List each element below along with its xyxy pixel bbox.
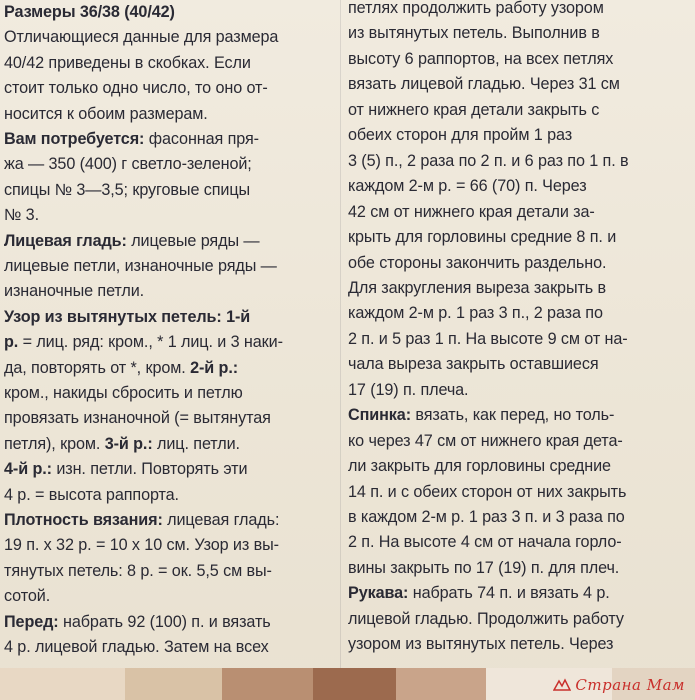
bold-heading: Плотность вязания: bbox=[4, 511, 163, 529]
right-text-line bbox=[348, 531, 622, 553]
body-text: № 3. bbox=[4, 206, 39, 225]
body-text: от нижнего края детали закрыть с bbox=[348, 100, 600, 119]
right-text-line bbox=[348, 252, 606, 274]
right-text-line bbox=[348, 175, 587, 197]
body-text: да, повторять от *, кром. bbox=[4, 358, 191, 377]
right-text-line bbox=[348, 302, 603, 324]
body-text: петлях продолжить работу узором bbox=[348, 0, 604, 17]
body-text: крыть для горловины средние 8 п. и bbox=[348, 228, 617, 247]
body-text: лицевые петли, изнаночные ряды — bbox=[4, 257, 277, 275]
bold-heading: 4-й р.: bbox=[4, 460, 52, 479]
bold-heading: Размеры 36/38 (40/42) bbox=[4, 3, 175, 21]
left-text-line bbox=[4, 306, 250, 328]
bold-heading: Вам потребуется: bbox=[4, 130, 145, 148]
right-text-line bbox=[348, 582, 610, 604]
body-text: 2 п. и 5 раз 1 п. На высоте 9 см от на- bbox=[348, 329, 628, 348]
body-text: стоит только одно число, то оно от- bbox=[4, 79, 268, 98]
body-text: обеих сторон для пройм 1 раз bbox=[348, 126, 573, 145]
left-text-line bbox=[4, 484, 179, 506]
left-text-line bbox=[4, 128, 259, 150]
left-text-line bbox=[4, 103, 208, 125]
right-text-line bbox=[348, 481, 626, 503]
photo-strip-segment bbox=[313, 668, 396, 700]
body-text: чала выреза закрыть оставшиеся bbox=[348, 355, 599, 374]
left-text-line bbox=[4, 280, 144, 302]
left-text-line bbox=[4, 331, 283, 353]
body-text: 4 р. лицевой гладью. Затем на всех bbox=[4, 638, 269, 656]
right-text-line bbox=[348, 455, 611, 477]
body-text: набрать 74 п. и вязать 4 р. bbox=[408, 584, 610, 603]
body-text: Отличающиеся данные для размера bbox=[4, 28, 279, 47]
left-text-line bbox=[4, 382, 243, 404]
bold-heading: Спинка: bbox=[348, 406, 411, 425]
right-text-line bbox=[348, 557, 619, 579]
left-text-line bbox=[4, 433, 240, 455]
body-text: носится к обоим размерам. bbox=[4, 104, 208, 123]
left-text-line bbox=[4, 458, 247, 480]
bold-heading: 2-й р.: bbox=[190, 358, 239, 377]
right-text-line bbox=[348, 353, 599, 375]
body-text: 42 см от нижнего края детали за- bbox=[348, 202, 595, 221]
body-text: Для закругления выреза закрыть в bbox=[348, 278, 607, 297]
body-text: 40/42 приведены в скобках. Если bbox=[4, 53, 251, 72]
body-text: петля), кром. bbox=[4, 434, 105, 453]
left-text-line bbox=[4, 509, 279, 531]
left-text-line bbox=[4, 26, 278, 48]
left-text-line bbox=[4, 636, 269, 658]
body-text: кром., накиды сбросить и петлю bbox=[4, 384, 243, 402]
body-text: лицевая гладь: bbox=[162, 511, 280, 529]
body-text: изн. петли. Повторять эти bbox=[51, 460, 248, 479]
left-text-line bbox=[4, 585, 50, 607]
left-text-line bbox=[4, 1, 175, 23]
body-text: обе стороны закончить раздельно. bbox=[348, 253, 607, 272]
body-text: 17 (19) п. плеча. bbox=[348, 380, 469, 399]
bold-heading: Рукава: bbox=[348, 584, 409, 603]
body-text: тянутых петель: 8 р. = ок. 5,5 см вы- bbox=[4, 561, 272, 580]
left-text-line bbox=[4, 77, 268, 99]
body-text: 3 (5) п., 2 раза по 2 п. и 6 раз по 1 п. в bbox=[348, 151, 629, 170]
body-text: вязать, как перед, но толь- bbox=[411, 406, 615, 425]
photo-strip-segment bbox=[125, 668, 222, 700]
body-text: лицевой гладью. Продолжить работу bbox=[348, 609, 624, 628]
left-text-line bbox=[4, 357, 238, 379]
body-text: сотой. bbox=[4, 587, 51, 606]
left-text-line bbox=[4, 52, 251, 74]
body-text: спицы № 3—3,5; круговые спицы bbox=[4, 180, 251, 199]
left-text-line bbox=[4, 179, 250, 201]
body-text: = лиц. ряд: кром., * 1 лиц. и 3 наки- bbox=[18, 333, 283, 352]
right-text-line bbox=[348, 0, 604, 19]
right-text-line bbox=[348, 73, 620, 95]
photo-strip-segment bbox=[396, 668, 486, 700]
left-text-line bbox=[4, 611, 271, 633]
body-text: каждом 2-м р. = 66 (70) п. Через bbox=[348, 177, 587, 196]
right-text-line bbox=[348, 124, 572, 146]
body-text: фасонная пря- bbox=[144, 130, 259, 148]
right-text-line bbox=[348, 22, 600, 44]
body-text: в каждом 2-м р. 1 раз 3 п. и 3 раза по bbox=[348, 508, 625, 526]
body-text: набрать 92 (100) п. и вязать bbox=[58, 612, 271, 631]
body-text: каждом 2-м р. 1 раз 3 п., 2 раза по bbox=[348, 304, 603, 323]
body-text: провязать изнаночной (= вытянутая bbox=[4, 409, 271, 428]
body-text: вины закрыть по 17 (19) п. для плеч. bbox=[348, 558, 620, 577]
right-text-line bbox=[348, 201, 595, 223]
body-text: 2 п. На высоте 4 см от начала горло- bbox=[348, 533, 622, 552]
right-text-line bbox=[348, 99, 599, 121]
bold-heading: Лицевая гладь: bbox=[4, 231, 127, 250]
body-text: ко через 47 см от нижнего края дета- bbox=[348, 431, 623, 450]
body-text: изнаночные петли. bbox=[4, 282, 145, 301]
left-text-line bbox=[4, 153, 252, 175]
left-text-line bbox=[4, 204, 39, 226]
watermark-logo-icon bbox=[553, 678, 571, 692]
right-text-line bbox=[348, 226, 616, 248]
right-text-line bbox=[348, 379, 468, 401]
left-text-line bbox=[4, 534, 279, 556]
right-text-line bbox=[348, 150, 629, 172]
right-text-line bbox=[348, 633, 613, 655]
bold-heading: Узор из вытянутых петель: 1-й bbox=[4, 307, 251, 326]
left-text-line bbox=[4, 255, 277, 277]
body-text: вязать лицевой гладью. Через 31 см bbox=[348, 75, 620, 94]
body-text: из вытянутых петель. Выполнив в bbox=[348, 24, 600, 43]
watermark bbox=[553, 676, 685, 694]
bold-heading: 3-й р.: bbox=[104, 434, 153, 453]
body-text: лиц. петли. bbox=[152, 434, 240, 453]
left-text-line bbox=[4, 560, 272, 582]
photo-strip-segment bbox=[0, 668, 125, 700]
right-text-line bbox=[348, 404, 614, 426]
body-text: ли закрыть для горловины средние bbox=[348, 457, 611, 476]
right-text-line bbox=[348, 328, 628, 350]
left-text-line bbox=[4, 407, 271, 429]
body-text: 4 р. = высота раппорта. bbox=[4, 485, 179, 504]
body-text: лицевые ряды — bbox=[126, 231, 260, 250]
right-text-line bbox=[348, 277, 606, 299]
right-text-line bbox=[348, 608, 624, 630]
bold-heading: Перед: bbox=[4, 612, 59, 631]
column-divider bbox=[340, 0, 341, 668]
right-text-line bbox=[348, 430, 623, 452]
photo-strip-segment bbox=[222, 668, 312, 700]
body-text: жа — 350 (400) г светло-зеленой; bbox=[4, 155, 252, 174]
right-text-line bbox=[348, 506, 625, 528]
right-text-line bbox=[348, 48, 613, 70]
body-text: 19 п. х 32 р. = 10 х 10 см. Узор из вы- bbox=[4, 536, 279, 555]
bold-heading: р. bbox=[4, 333, 19, 352]
body-text: 14 п. и с обеих сторон от них закрыть bbox=[348, 482, 627, 501]
watermark-text: Страна Мам bbox=[575, 676, 685, 694]
left-text-line bbox=[4, 230, 259, 252]
body-text: высоту 6 раппортов, на всех петлях bbox=[348, 49, 614, 68]
body-text: узором из вытянутых петель. Через bbox=[348, 635, 614, 654]
